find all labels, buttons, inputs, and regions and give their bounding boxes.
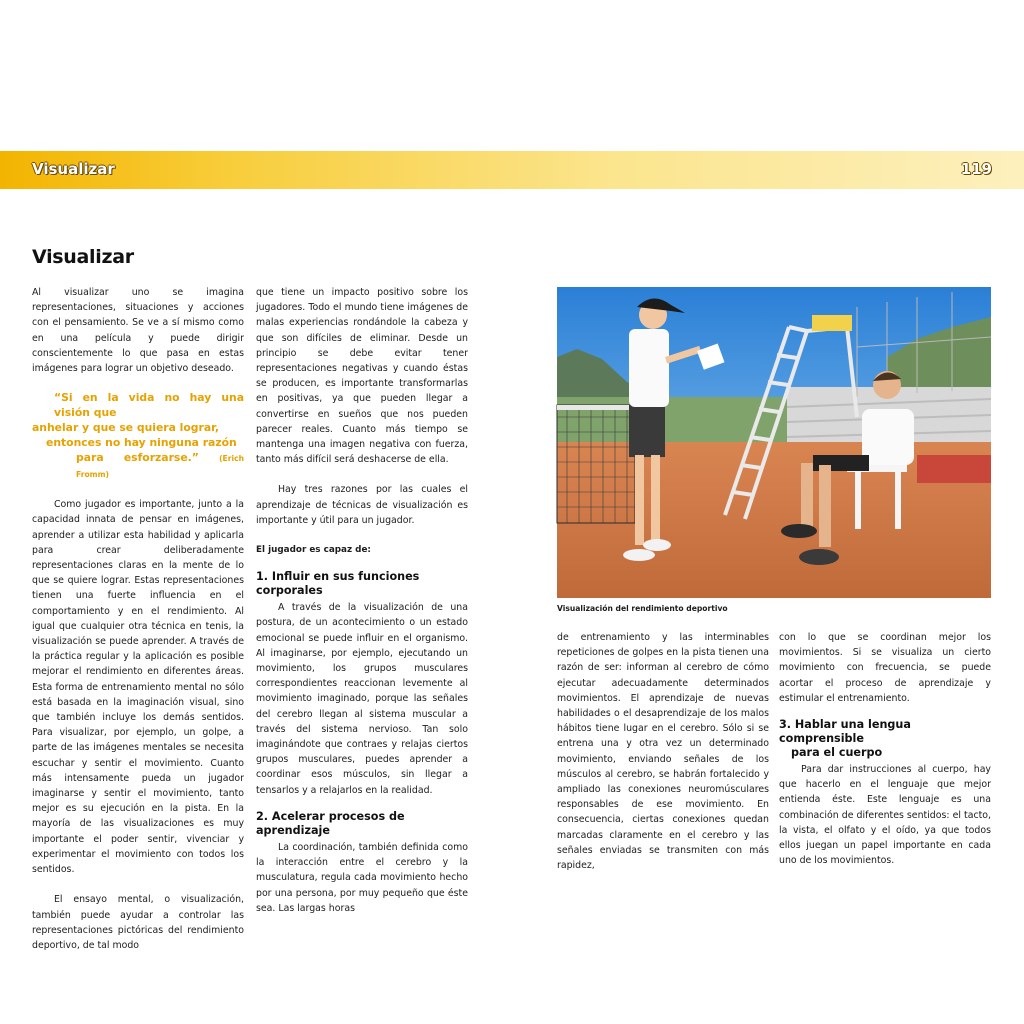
- page-title: Visualizar: [32, 246, 134, 268]
- photo-caption: Visualización del rendimiento deportivo: [557, 604, 728, 613]
- paragraph: con lo que se coordinan mejor los movimientos. Si se visualiza un cierto movimiento con frecuencia, se puede acortar el proceso de aprendizaje y estimular el entrenamiento.: [779, 632, 991, 704]
- paragraph: La coordinación, también definida como la interacción entre el cerebro y la musculatura, regula cada movimiento hecho por una persona, por muy pequeño que éste sea. Las largas horas: [256, 841, 468, 914]
- text-column-4: [779, 630, 991, 867]
- pull-quote: [32, 390, 244, 482]
- quote-author: (Erich Fromm): [76, 454, 244, 480]
- quote-line: anhelar y que se quiera lograr,: [32, 421, 219, 435]
- subheading: 2. Acelerar procesos de aprendizaje: [256, 809, 405, 837]
- paragraph: Como jugador es importante, junto a la capacidad innata de pensar en imágenes, aprender a utilizar esta habilidad y aplicarla para crear deliberadamente representaciones claras en la mente de lo que se quiere lograr. Estas representaciones tienen una fuerte influencia en el comportamiento y en el rendimiento. Al igual que cualquier otra técnica en tenis, la visualización se puede aprender. A través de la práctica regular y la aplicación es posible mejorar el rendimiento en diferentes áreas. Esta forma de entrenamiento mental no sólo está basada en la imaginación visual, sino que también incluye los demás sentidos. Para visualizar, por ejemplo, un golpe, a parte de las imágenes mentales se necesita escuchar y sentir el movimiento. Cuanto más intensamente pueda un jugador imaginarse y sentir el movimiento, tanto mejor es su ejecución en la pista. En la mayoría de las visualizaciones es muy importante el poder sentir, vivenciar y experimentar el movimiento con todos los sentidos.: [32, 499, 244, 876]
- subheading-line: para el cuerpo: [791, 746, 883, 760]
- text-column-1: [32, 285, 244, 951]
- running-header-band: [0, 151, 1024, 189]
- lead-in: El jugador es capaz de:: [256, 545, 371, 556]
- subheading: [779, 718, 991, 760]
- quote-line-last: [32, 450, 244, 482]
- quote-line: “Si en la vida no hay una visión que: [54, 391, 244, 420]
- paragraph: El ensayo mental, o visualización, también puede ayudar a controlar las representaciones pictóricas del rendimiento deportivo, de tal modo: [32, 894, 244, 951]
- quote-line: para esforzarse.”: [76, 451, 199, 465]
- subheading: 1. Influir en sus funciones corporales: [256, 570, 420, 598]
- paragraph: que tiene un impacto positivo sobre los jugadores. Todo el mundo tiene imágenes de malas experiencias rondándole la cabeza y que son difíciles de eliminar. Desde un principio se debe evitar tener representaciones negativas y cuando éstas se producen, es importante transformarlas en positivas, ya que pueden llegar a convertirse en sueños que nos pueden parecer reales. Cuanto más tiempo se mantenga una imagen negativa con fuerza, tanto más difícil será deshacerse de ella.: [256, 287, 468, 466]
- quote-line: entonces no hay ninguna razón: [46, 436, 237, 450]
- paragraph: de entrenamiento y las interminables repeticiones de golpes en la pista tienen una razón de ser: informan al cerebro de cómo ejecutar adecuadamente determinados movimientos. El aprendizaje de nuevas habilidades o el desaprendizaje de los malos hábitos tiene lugar en el cerebro. Sólo si se entrena una y otra vez un determinado movimiento, enviando señales de los músculos al cerebro, se habrán fortalecido y ampliado las conexiones neuromúsculares responsables de ese movimiento. En consecuencia, ciertas conexiones quedan marcadas claramente en el cerebro y las señales enviadas se transmiten con más rapidez,: [557, 632, 769, 872]
- paragraph: A través de la visualización de una postura, de un acontecimiento o un estado emocional se puede influir en el organismo. Al imaginarse, por ejemplo, ejecutando un movimiento, los grupos musculares correspondientes reaccionan levemente al movimiento imaginado, porque las señales del cerebro llegan al sistema muscular a través del sistema nervioso. Tan solo imaginándote que contraes y relajas ciertos grupos musculares, puedes aprender a coordinar esos músculos, sin llegar a tensarlos y a relajarlos en la realidad.: [256, 602, 468, 796]
- bench: [917, 455, 991, 483]
- running-header-section: Visualizar: [32, 160, 115, 178]
- tennis-coach-photo: [557, 287, 991, 598]
- text-column-2: [256, 285, 468, 914]
- paragraph: Al visualizar uno se imagina representaciones, situaciones y acciones con el pensamiento. Se ve a sí mismo como en una película y puede dirigir conscientemente lo que pasa en estas imágenes para lograr un objetivo deseado.: [32, 287, 244, 375]
- paragraph: Para dar instrucciones al cuerpo, hay que hacerlo en el lenguaje que mejor entienda éste. Este lenguaje es una combinación de diferentes sentidos: el tacto, la vista, el olfato y el oído, ya que todos ellos juegan un papel importante en cada uno de los movimientos.: [779, 764, 991, 867]
- page-number: 119: [960, 160, 992, 178]
- text-column-3: [557, 630, 769, 872]
- subheading-line: 3. Hablar una lengua comprensible: [779, 718, 911, 746]
- paragraph: Hay tres razones por las cuales el aprendizaje de técnicas de visualización es importante y útil para un jugador.: [256, 484, 468, 526]
- photo-illustration: [557, 287, 991, 598]
- chair-seat: [812, 315, 852, 331]
